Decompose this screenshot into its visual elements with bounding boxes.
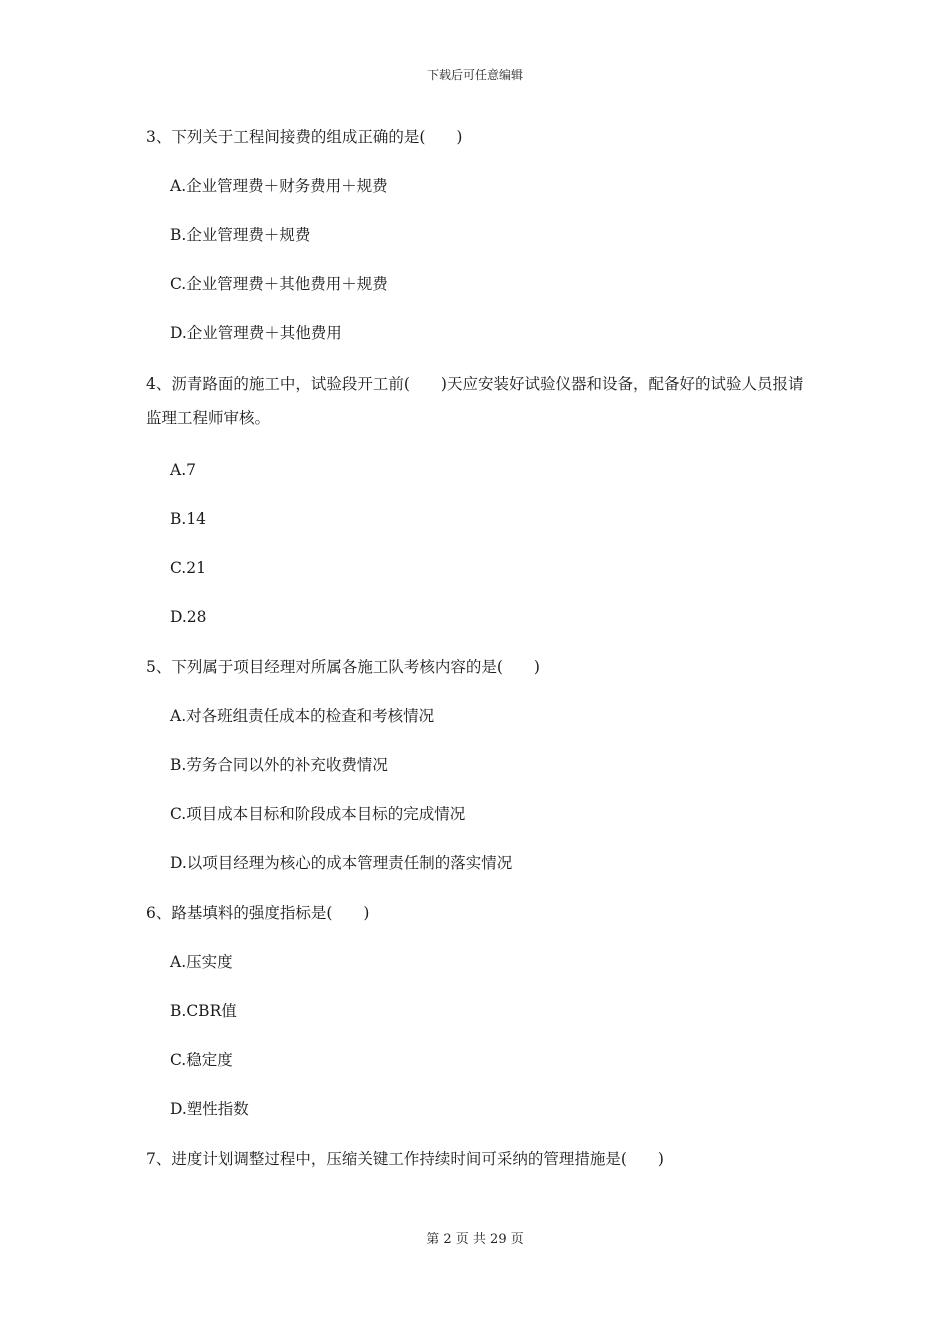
question-6-option-b: B.CBR值 [170,1002,237,1020]
question-4-option-d: D.28 [170,608,207,626]
question-3-option-b: B.企业管理费＋规费 [170,226,311,244]
question-6-option-d: D.塑性指数 [170,1100,249,1118]
question-3-option-c: C.企业管理费＋其他费用＋规费 [170,275,388,293]
question-5-option-d: D.以项目经理为核心的成本管理责任制的落实情况 [170,854,513,872]
question-6-option-c: C.稳定度 [170,1051,233,1069]
question-7-stem: 7、进度计划调整过程中，压缩关键工作持续时间可采纳的管理措施是( ) [146,1150,664,1168]
question-5-option-c: C.项目成本目标和阶段成本目标的完成情况 [170,805,466,823]
question-5-option-a: A.对各班组责任成本的检查和考核情况 [170,707,435,725]
question-3-option-d: D.企业管理费＋其他费用 [170,324,342,342]
question-6-option-a: A.压实度 [170,953,233,971]
question-5-option-b: B.劳务合同以外的补充收费情况 [170,756,388,774]
header-note: 下载后可任意编辑 [426,68,523,82]
question-4-stem: 4、沥青路面的施工中，试验段开工前( )天应安装好试验仪器和设备，配备好的试验人员报请监理工程师审核。 [146,375,804,427]
question-4-option-b: B.14 [170,510,207,528]
question-6-stem: 6、路基填料的强度指标是( ) [146,904,370,922]
question-4-option-a: A.7 [170,461,196,479]
question-4-option-c: C.21 [170,559,206,577]
page-number: 第 2 页 共 29 页 [426,1232,524,1247]
question-5-stem: 5、下列属于项目经理对所属各施工队考核内容的是( ) [146,658,540,676]
question-3-option-a: A.企业管理费＋财务费用＋规费 [170,177,388,195]
question-3-stem: 3、下列关于工程间接费的组成正确的是( ) [146,128,463,146]
